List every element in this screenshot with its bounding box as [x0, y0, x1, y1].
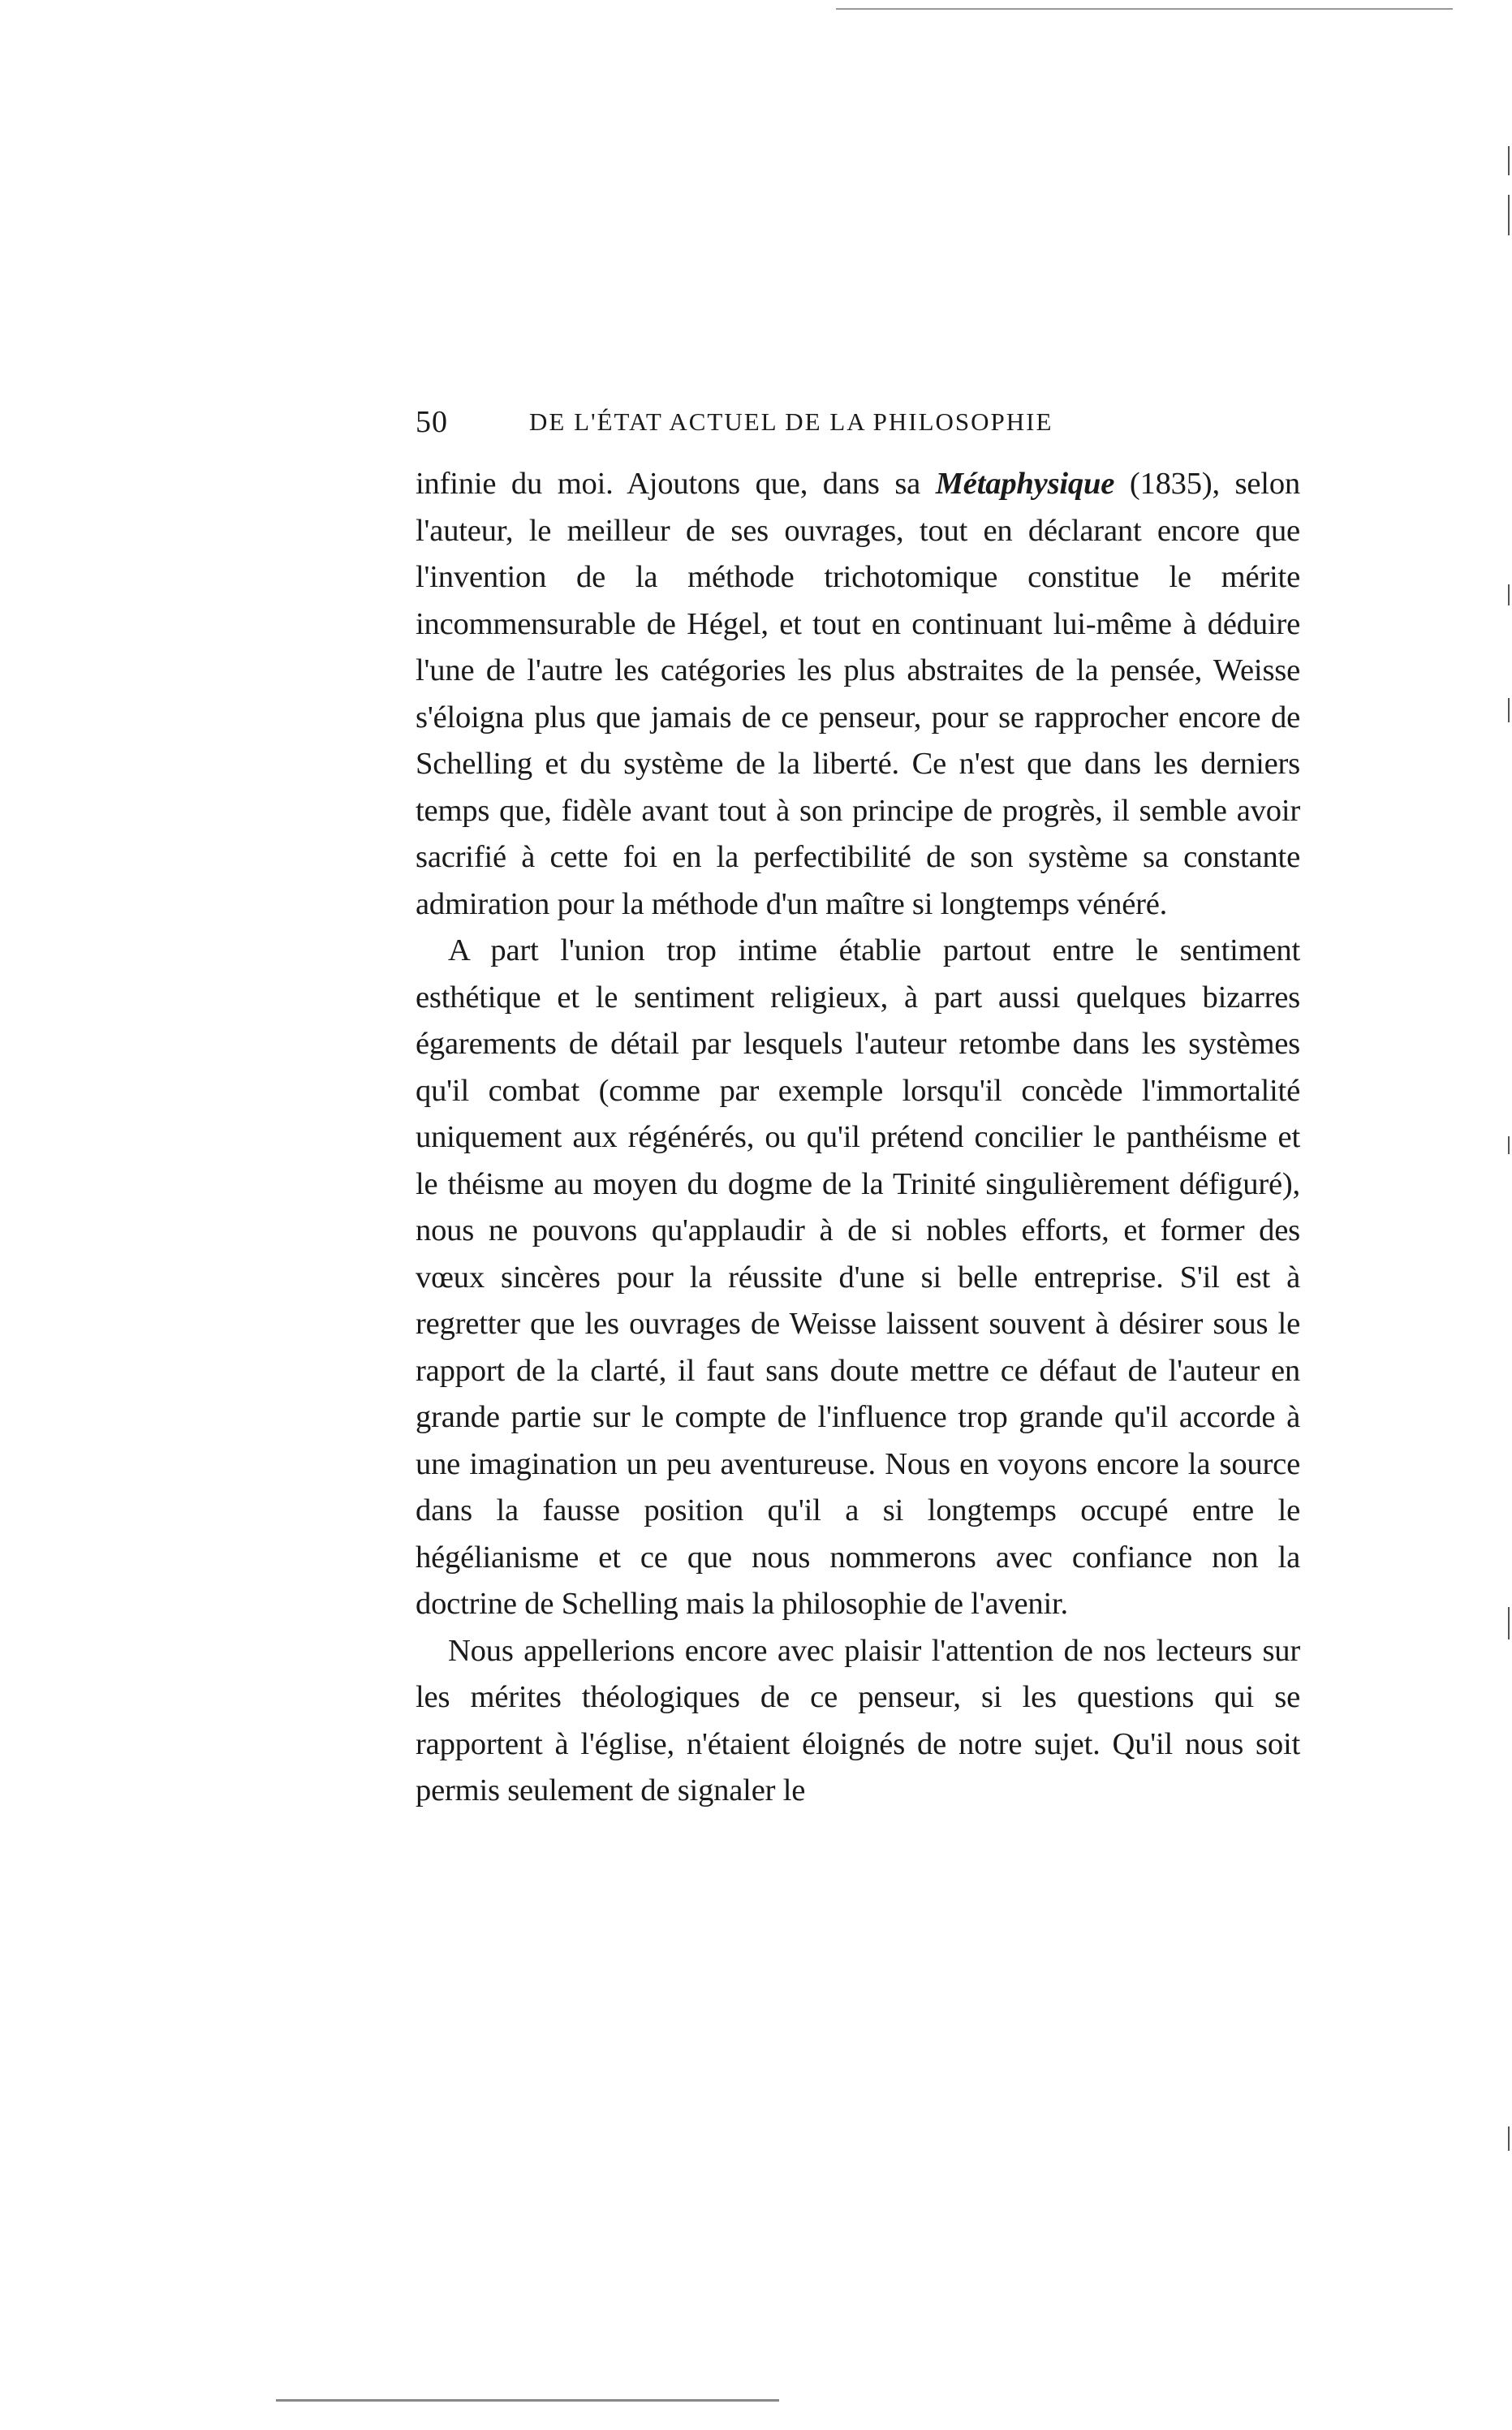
scan-bottom-edge	[276, 2399, 779, 2402]
page-header	[416, 404, 1300, 453]
paragraph-1-start: infinie du moi. Ajoutons que, dans sa	[416, 467, 936, 501]
paragraph-2: A part l'union trop intime établie partout entre le sentiment esthétique et le sentiment religieux, à part aussi quelques bizarres égarements de détail par lesquels l'auteur retombe dans les systèmes qu'il combat (comme par exemple lorsqu'il concède l'immortalité uniquement aux régénérés, ou qu'il prétend concilier le panthéisme et le théisme au moyen du dogme de la Trinité singulièrement défiguré), nous ne pouvons qu'applaudir à de si nobles efforts, et former des vœux sincères pour la réussite d'une si belle entreprise. S'il est à regretter que les ouvrages de Weisse laissent souvent à désirer sous le rapport de la clarté, il faut sans doute mettre ce défaut de l'auteur en grande partie sur le compte de l'influence trop grande qu'il accorde à une imagination un peu aventureuse. Nous en voyons encore la source dans la fausse position qu'il a si longtemps occupé entre le hégélianisme et ce que nous nommerons avec confiance non la doctrine de Schelling mais la philosophie de l'avenir.	[416, 933, 1300, 1621]
paragraph-3: Nous appellerions encore avec plaisir l'attention de nos lecteurs sur les mérites théologiques de ce penseur, si les questions qui se rapportent à l'église, n'étaient éloignés de notre sujet. Qu'il nous soit permis seulement de signaler le	[416, 1633, 1300, 1807]
scan-top-edge	[836, 8, 1453, 10]
scan-edge-mark	[1508, 195, 1510, 235]
scan-edge-mark	[1508, 584, 1510, 605]
scan-edge-mark	[1508, 146, 1510, 175]
book-title-metaphysique: Métaphysique	[935, 467, 1115, 501]
scan-edge-mark	[1508, 698, 1510, 722]
scan-edge-mark	[1508, 2126, 1510, 2151]
scan-edge-mark	[1508, 1607, 1510, 1639]
running-title: DE L'ÉTAT ACTUEL DE LA PHILOSOPHIE	[529, 407, 1053, 436]
scan-edge-mark	[1508, 1136, 1510, 1154]
page-number: 50	[416, 405, 448, 439]
paragraph-1	[416, 461, 1300, 928]
body-text	[416, 461, 1300, 1815]
paragraph-1-rest: (1835), selon l'auteur, le meilleur de ses ouvrages, tout en déclarant encore que l'invention de la méthode trichotomique constitue le mérite incommensurable de Hégel, et tout en continuant lui-même à déduire l'une de l'autre les catégories les plus abstraites de la pensée, Weisse s'éloigna plus que jamais de ce penseur, pour se rapprocher encore de Schelling et du système de la liberté. Ce n'est que dans les derniers temps que, fidèle avant tout à son principe de progrès, il semble avoir sacrifié à cette foi en la perfectibilité de son système sa constante admiration pour la méthode d'un maître si longtemps vénéré.	[416, 467, 1300, 921]
